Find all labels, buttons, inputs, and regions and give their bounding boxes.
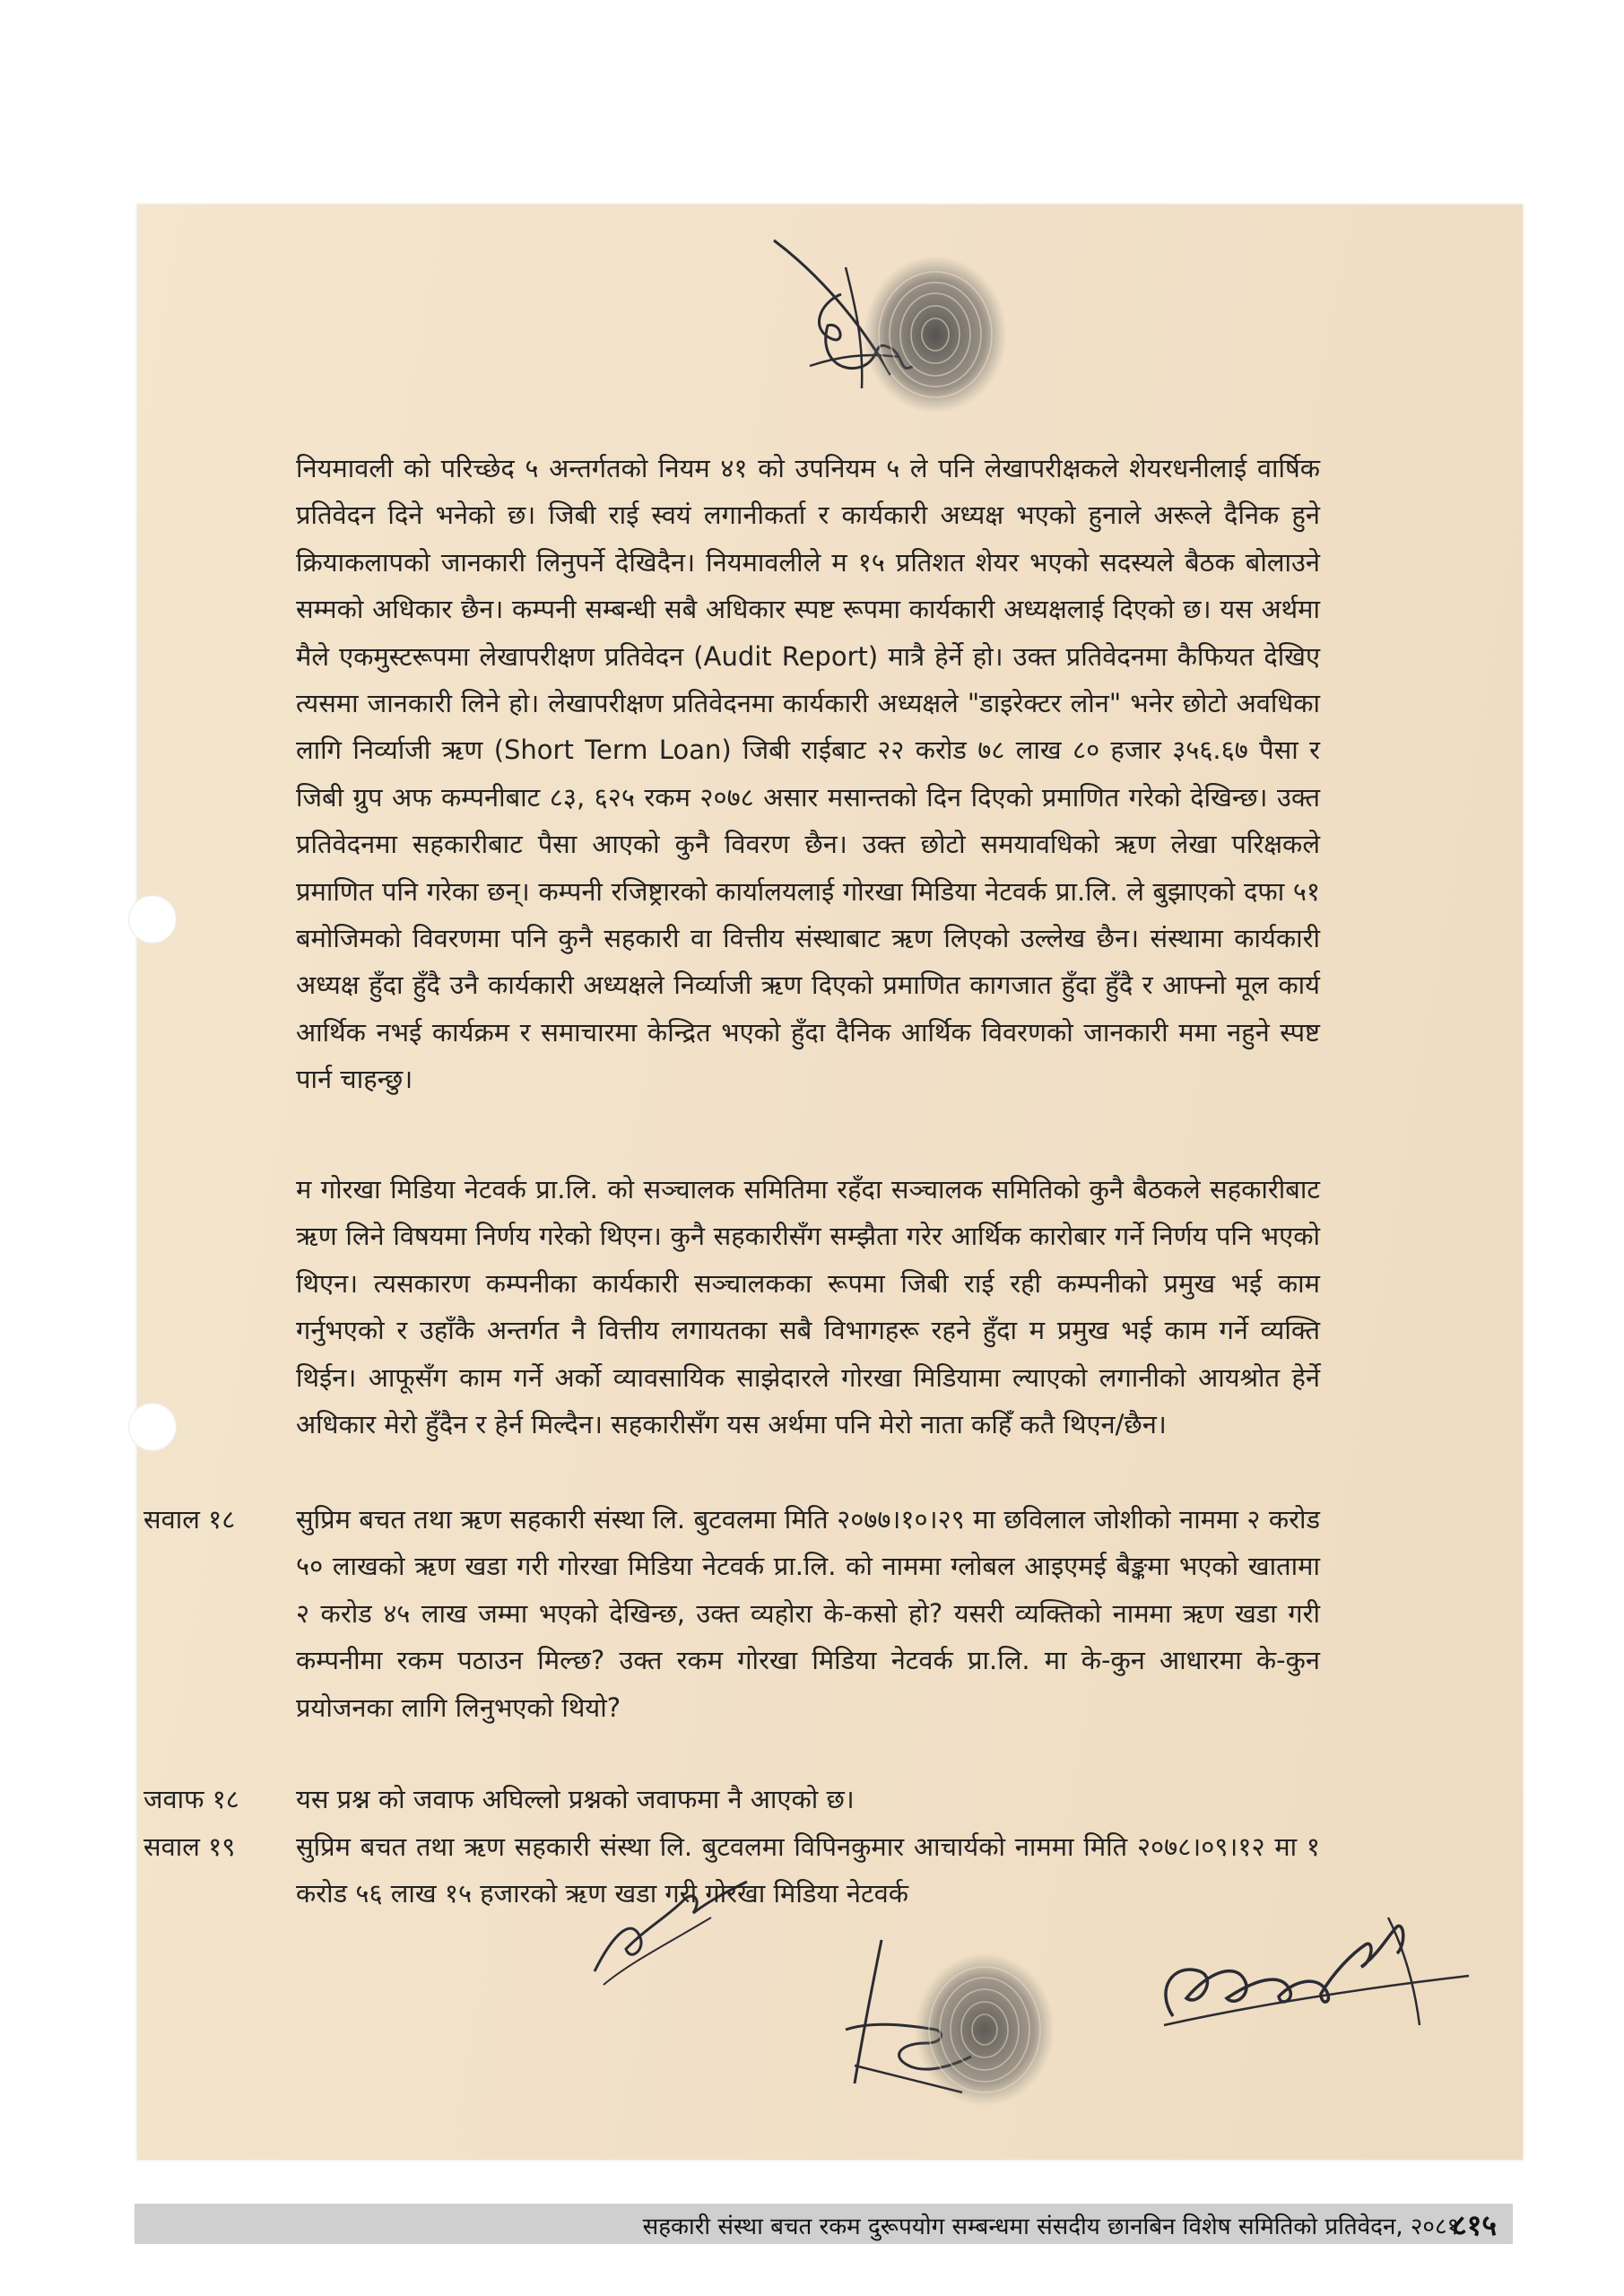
thumbprint-bottom [908,1949,1061,2110]
punch-hole-lower [128,1403,177,1451]
question-18-label: सवाल १८ [143,1504,236,1535]
question-18-text: सुप्रिम बचत तथा ऋण सहकारी संस्था लि. बुटवलमा मिति २०७७।१०।२९ मा छविलाल जोशीको नाममा २ करोड ५० लाखको ऋण खडा गरी गोरखा मिडिया नेटवर्क प्रा.लि. को नाममा ग्लोबल आइएमई बैङ्कमा भएको खातामा २ करोड ४५ लाख जम्मा भएको देखिन्छ, उक्त व्यहोरा के-कसो हो? यसरी व्यक्तिको नाममा ऋण खडा गरी कम्पनीमा रकम पठाउन मिल्छ? उक्त रकम गोरखा मिडिया नेटवर्क प्रा.लि. मा के-कुन आधारमा के-कुन प्रयोजनका लागि लिनुभएको थियो? [296,1504,1320,1723]
answer-18-text: यस प्रश्न को जवाफ अघिल्लो प्रश्नको जवाफमा नै आएको छ। [296,1784,855,1814]
page-number: ८१५ [1452,2208,1497,2242]
body-paragraph-2: म गोरखा मिडिया नेटवर्क प्रा.लि. को सञ्चालक समितिमा रहँदा सञ्चालक समितिको कुनै बैठकले सहकारीबाट ऋण लिने विषयमा निर्णय गरेको थिएन। कुनै सहकारीसँग सम्झैता गरेर आर्थिक कारोबार गर्ने निर्णय पनि भएको थिएन। त्यसकारण कम्पनीका कार्यकारी सञ्चालकका रूपमा जिबी राई रही कम्पनीको प्रमुख भई काम गर्नुभएको र उहाँकै अन्तर्गत नै वित्तीय लगायतका सबै विभागहरू रहने हुँदा म प्रमुख भई काम गर्ने व्यक्ति थिईन। आफूसँग काम गर्ने अर्को व्यावसायिक साझेदारले गोरखा मिडियामा ल्याएको लगानीको आयश्रोत हेर्ने अधिकार मेरो हुँदैन र हेर्न मिल्दैन। सहकारीसँग यस अर्थमा पनि मेरो नाता कहिँ कतै थिएन/छैन। [296,1174,1320,1440]
body-paragraph-1: नियमावली को परिच्छेद ५ अन्तर्गतको नियम ४१ को उपनियम ५ ले पनि लेखापरीक्षकले शेयरधनीलाई वार्षिक प्रतिवेदन दिने भनेको छ। जिबी राई स्वयं लगानीकर्ता र कार्यकारी अध्यक्ष भएको हुनाले अरूले दैनिक हुने क्रियाकलापको जानकारी लिनुपर्ने देखिदैन। नियमावलीले म १५ प्रतिशत शेयर भएको सदस्यले बैठक बोलाउने सम्मको अधिकार छैन। कम्पनी सम्बन्धी सबै अधिकार स्पष्ट रूपमा कार्यकारी अध्यक्षलाई दिएको छ। यस अर्थमा मैले एकमुस्टरूपमा लेखापरीक्षण प्रतिवेदन (Audit Report) मात्रै हेर्ने हो। उक्त प्रतिवेदनमा कैफियत देखिए त्यसमा जानकारी लिने हो। लेखापरीक्षण प्रतिवेदनमा कार्यकारी अध्यक्षले "डाइरेक्टर लोन" भनेर छोटो अवधिका लागि निर्व्याजी ऋण (Short Term Loan) जिबी राईबाट २२ करोड ७८ लाख ८० हजार ३५६.६७ पैसा र जिबी ग्रुप अफ कम्पनीबाट ८३, ६२५ रकम २०७८ असार मसान्तको दिन दिएको प्रमाणित गरेको देखिन्छ। उक्त प्रतिवेदनमा सहकारीबाट पैसा आएको कुनै विवरण छैन। उक्त छोटो समयावधिको ऋण लेखा परिक्षकले प्रमाणित पनि गरेका छन्। कम्पनी रजिष्ट्रारको कार्यालयलाई गोरखा मिडिया नेटवर्क प्रा.लि. ले बुझाएको दफा ५१ बमोजिमको विवरणमा पनि कुनै सहकारी वा वित्तीय संस्थाबाट ऋण लिएको उल्लेख छैन। संस्थामा कार्यकारी अध्यक्ष हुँदा हुँदै उनै कार्यकारी अध्यक्षले निर्व्याजी ऋण दिएको प्रमाणित कागजात हुँदा हुँदै र आफ्नो मूल कार्य आर्थिक नभई कार्यक्रम र समाचारमा केन्द्रित भएको हुँदा दैनिक आर्थिक विवरणको जानकारी ममा नहुने स्पष्ट पार्न चाहन्छु। [296,453,1320,1095]
punch-hole-upper [128,895,177,944]
footer-title: सहकारी संस्था बचत रकम दुरूपयोग सम्बन्धमा संसदीय छानबिन विशेष समितिको प्रतिवेदन, २०८१ [642,2213,1459,2240]
question-19-text: सुप्रिम बचत तथा ऋण सहकारी संस्था लि. बुटवलमा विपिनकुमार आचार्यको नाममा मिति २०७८।०९।१२ मा १ करोड ५६ लाख १५ हजारको ऋण खडा गरी गोरखा मिडिया नेटवर्क [296,1831,1320,1909]
question-19-label: सवाल १९ [143,1831,236,1862]
thumbprint-top [855,249,1016,420]
footer-band [135,2204,1513,2244]
answer-18-label: जवाफ १८ [143,1784,239,1814]
